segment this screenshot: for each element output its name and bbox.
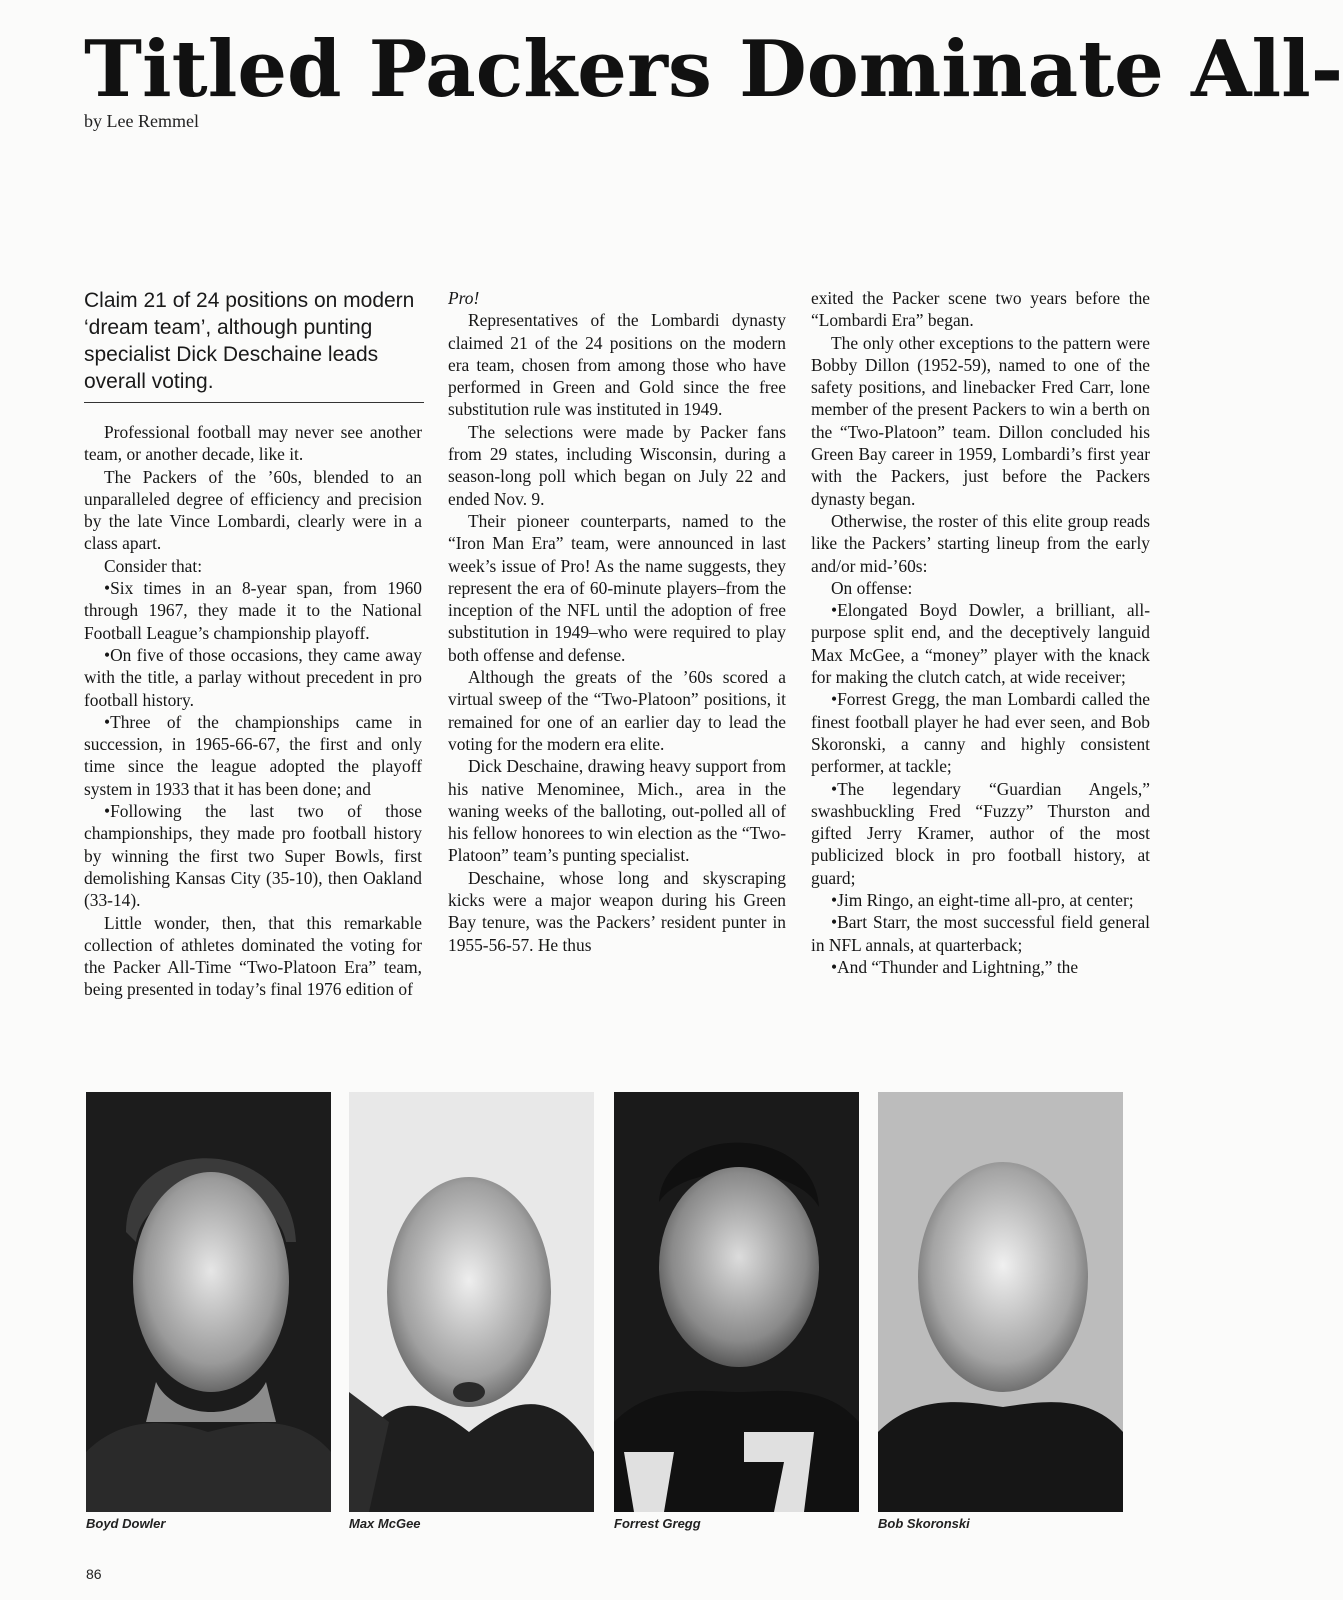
photo-caption: Boyd Dowler — [86, 1516, 166, 1531]
photo-caption: Max McGee — [349, 1516, 421, 1531]
paragraph: •Six times in an 8-year span, from 1960 through 1967, they made it to the National Football League’s championship playoff. — [84, 578, 422, 643]
article-column-2 — [448, 287, 786, 956]
deck-divider — [84, 402, 424, 403]
article-column-1 — [84, 421, 422, 1001]
paragraph: exited the Packer scene two years before the “Lombardi Era” began. — [811, 288, 1150, 331]
paragraph: Dick Deschaine, drawing heavy support from his native Menominee, Mich., area in the waning weeks of the balloting, out-polled all of his fellow honorees to win election as the “Two-Platoon” team’s punting specialist. — [448, 756, 786, 866]
paragraph: The Packers of the ’60s, blended to an unparalleled degree of efficiency and precision by the late Vince Lombardi, clearly were in a class apart. — [84, 466, 422, 554]
paragraph: Deschaine, whose long and skyscraping kicks were a major weapon during his Green Bay tenure, was the Packers’ resident punter in 1955-56-57. He thus — [448, 867, 786, 955]
page-number: 86 — [86, 1566, 102, 1582]
headline: Titled Packers Dominate All- — [84, 24, 1343, 115]
paragraph: •The legendary “Guardian Angels,” swashbuckling Fred “Fuzzy” Thurston and gifted Jerry Kramer, author of the most publicized block in pro football history, at guard; — [811, 778, 1150, 888]
article-column-3 — [811, 287, 1150, 978]
player-photo-dowler — [86, 1092, 331, 1512]
paragraph: •Three of the championships came in succession, in 1965-66-67, the first and only time since the league adopted the playoff system in 1933 that it has been done; and — [84, 711, 422, 799]
paragraph: Consider that: — [104, 555, 203, 576]
deck-summary: Claim 21 of 24 positions on modern ‘dream team’, although punting specialist Dick Deschaine leads overall voting. — [84, 289, 415, 393]
paragraph: Pro! — [448, 288, 480, 308]
paragraph: The selections were made by Packer fans from 29 states, including Wisconsin, during a season-long poll which began on July 22 and ended Nov. 9. — [448, 421, 786, 509]
paragraph: •Bart Starr, the most successful field general in NFL annals, at quarterback; — [811, 912, 1150, 955]
paragraph: •Jim Ringo, an eight-time all-pro, at center; — [831, 890, 1134, 911]
paragraph: •Elongated Boyd Dowler, a brilliant, all-purpose split end, and the deceptively languid Max McGee, a “money” player with the knack for making the clutch catch, at wide receiver; — [811, 600, 1150, 688]
paragraph: Although the greats of the ’60s scored a virtual sweep of the “Two-Platoon” positions, it remained for one of an earlier day to lead the voting for the modern era elite. — [448, 667, 786, 754]
player-photo-mcgee — [349, 1092, 594, 1512]
paragraph: Little wonder, then, that this remarkable collection of athletes dominated the voting for the Packer All-Time “Two-Platoon Era” team, being presented in today’s final 1976 edition of — [84, 912, 422, 1000]
paragraph: On offense: — [831, 577, 913, 598]
paragraph: Representatives of the Lombardi dynasty claimed 21 of the 24 positions on the modern era team, chosen from among those who have performed in Green and Gold since the free substitution rule was instituted in 1949. — [448, 310, 786, 420]
photo-caption: Bob Skoronski — [878, 1516, 970, 1531]
paragraph: •Forrest Gregg, the man Lombardi called the finest football player he had ever seen, and Bob Skoronski, a canny and highly consistent performer, at tackle; — [811, 689, 1150, 777]
photo-caption: Forrest Gregg — [614, 1516, 701, 1531]
paragraph: •Following the last two of those championships, they made pro football history by winning the first two Super Bowls, first demolishing Kansas City (35-10), then Oakland (33-14). — [84, 801, 422, 911]
paragraph: •On five of those occasions, they came away with the title, a parlay without precedent in pro football history. — [84, 644, 422, 710]
paragraph: Their pioneer counterparts, named to the “Iron Man Era” team, were announced in last week’s issue of Pro! As the name suggests, they represent the era of 60-minute players–from the inception of the NFL until the adoption of free substitution in 1949–who were required to play both offense and defense. — [448, 510, 786, 665]
paragraph: The only other exceptions to the pattern were Bobby Dillon (1952-59), named to one of the safety positions, and linebacker Fred Carr, lone member of the present Packers to win a berth on the “Two-Platoon” team. Dillon concluded his Green Bay career in 1959, Lombardi’s first year with the Packers, just before the Packers dynasty began. — [811, 332, 1150, 509]
paragraph: Otherwise, the roster of this elite group reads like the Packers’ starting lineup from the early and/or mid-’60s: — [811, 510, 1150, 576]
paragraph: Professional football may never see another team, or another decade, like it. — [84, 422, 422, 465]
player-photo-skoronski — [878, 1092, 1123, 1512]
player-photo-gregg — [614, 1092, 859, 1512]
byline: by Lee Remmel — [84, 111, 199, 131]
paragraph: •And “Thunder and Lightning,” the — [831, 956, 1079, 977]
